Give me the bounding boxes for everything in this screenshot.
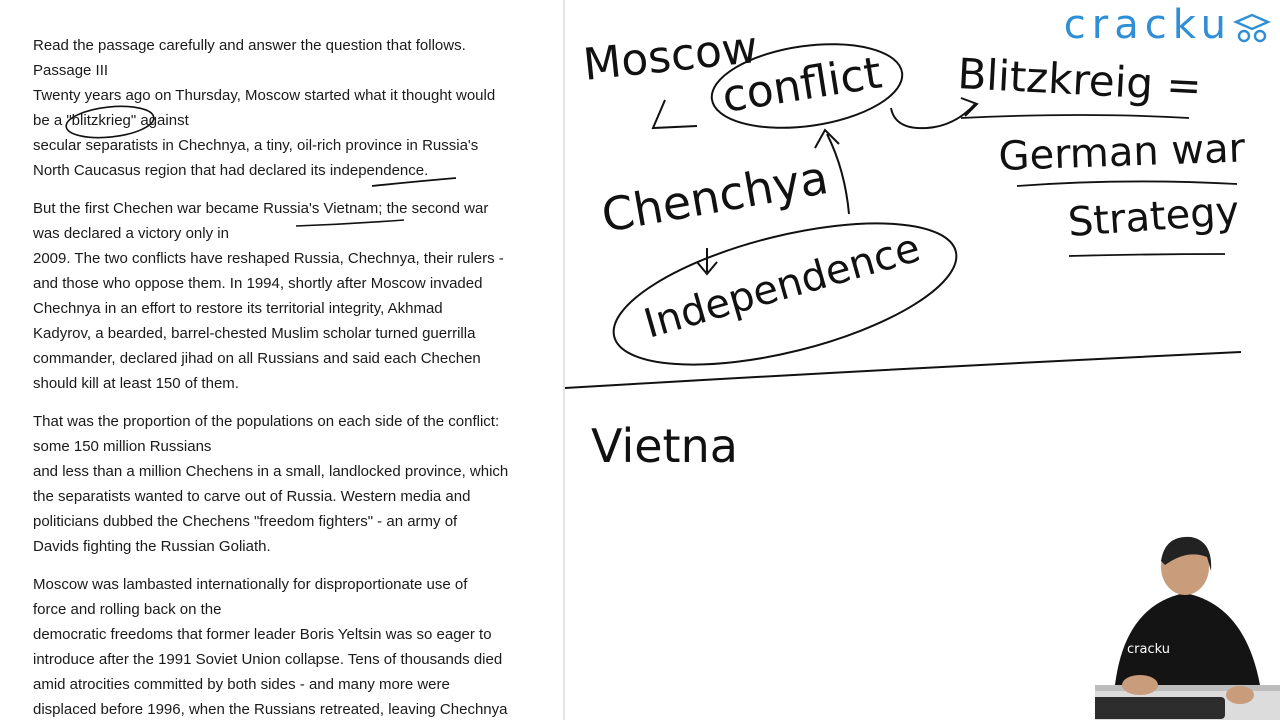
passage-line: Davids fighting the Russian Goliath. [33,538,271,555]
passage-line: Passage III [33,62,109,79]
presenter-shirt-logo: cracku [1127,642,1170,657]
graduation-cap-icon [1232,10,1272,44]
moscow-arrow [653,100,697,128]
whiteboard-separator [565,352,1241,388]
german-war-underline [1017,181,1237,186]
passage-line: amid atrocities committed by both sides - and many more were [33,676,450,693]
passage-annotations [0,0,564,720]
note-conflict: conflict [718,47,886,123]
passage-line: democratic freedoms that former leader Boris Yeltsin was so eager to [33,626,492,643]
passage-line: force and rolling back on the [33,601,222,618]
passage-line: was declared a victory only in [33,225,229,242]
passage-pane [0,0,564,720]
passage-line: should kill at least 150 of them. [33,375,239,392]
passage-line: Read the passage carefully and answer the question that follows. [33,37,466,54]
presenter-body [1115,593,1260,685]
note-moscow: Moscow [580,21,761,91]
brand-name: cracku [1063,2,1232,48]
passage-line: Moscow was lambasted internationally for disproportionate use of [33,576,468,593]
passage-line: But the first Chechen war became Russia's Vietnam; the second war [33,200,489,217]
vietnam-underline [296,220,404,226]
blitzkrieg-circle [65,102,156,141]
passage-line: politicians dubbed the Chechens "freedom fighters" - an army of [33,513,458,530]
passage-line: and less than a million Chechens in a small, landlocked province, which [33,463,509,480]
passage-line: That was the proportion of the populations on each side of the conflict: [33,413,500,430]
presenter-video [1095,535,1280,720]
passage-line: Chechnya in an effort to restore its territorial integrity, Akhmad [33,300,443,317]
passage-line: Kadyrov, a bearded, barrel-chested Muslim scholar turned guerrilla [33,325,476,342]
brand-logo [1064,2,1272,48]
strategy-underline [1069,254,1225,256]
note-independence: Independence [639,224,926,348]
passage-line: and those who oppose them. In 1994, shortly after Moscow invaded [33,275,483,292]
note-chechnya: Chenchya [597,149,833,243]
independence-underline [372,178,456,186]
passage-line: North Caucasus region that had declared its independence. [33,162,429,179]
conflict-arrow [891,98,977,128]
note-german-war: German war [997,125,1246,180]
passage-line: Twenty years ago on Thursday, Moscow started what it thought would [33,87,496,104]
passage-line: commander, declared jihad on all Russians and said each Chechen [33,350,481,367]
passage-line: 2009. The two conflicts have reshaped Russia, Chechnya, their rulers - [33,250,504,267]
passage-line: introduce after the 1991 Soviet Union collapse. Tens of thousands died [33,651,503,668]
blitzkrieg-underline [961,115,1189,118]
note-strategy: Strategy [1066,188,1241,246]
note-vietnam: Vietna [591,419,738,473]
drawing-tablet [1095,697,1225,719]
passage-line: the separatists wanted to carve out of Russia. Western media and [33,488,471,505]
note-blitzkrieg: Blitzkreig = [956,49,1203,111]
passage-line: secular separatists in Chechnya, a tiny, oil-rich province in Russia's [33,137,479,154]
passage-line: displaced before 1996, when the Russians retreated, leaving Chechnya [33,701,508,718]
passage-line: some 150 million Russians [33,438,212,455]
passage-line: be a "blitzkrieg" against [33,112,189,129]
